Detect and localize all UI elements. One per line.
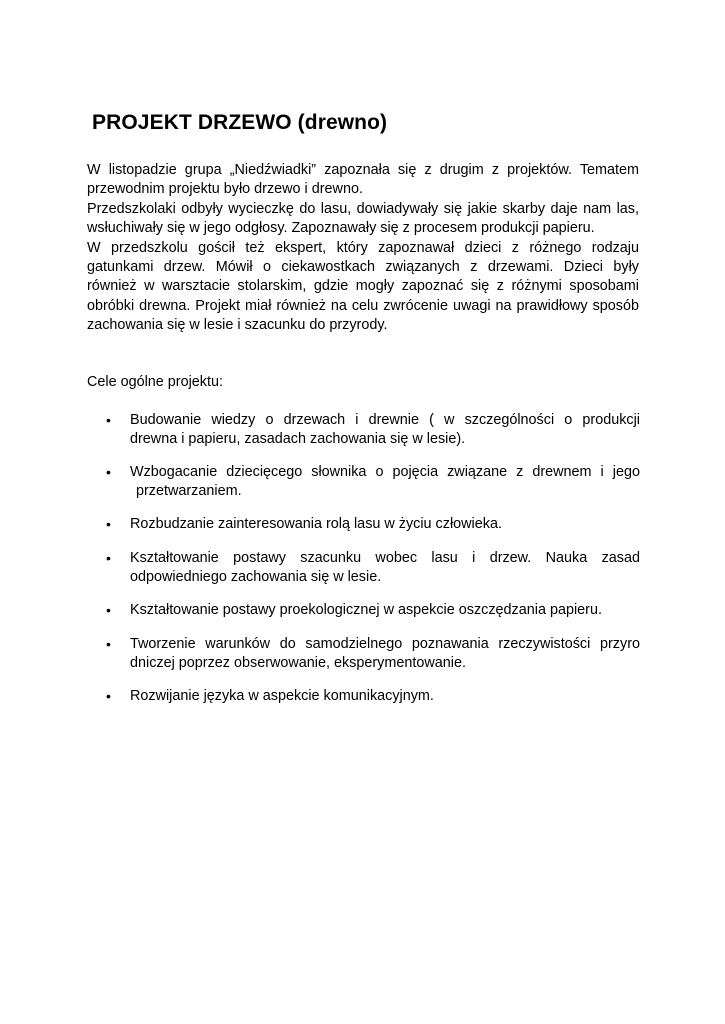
- bullet-icon: •: [106, 550, 111, 566]
- goal-text: [130, 635, 640, 673]
- intro-line: W listopadzie grupa „Niedźwiadki” zapoznała się z drugim z projektów. Tematem: [87, 162, 639, 178]
- intro-paragraph: [87, 161, 639, 336]
- goal-line: przetwarzaniem.: [136, 483, 242, 499]
- goal-text: [130, 687, 640, 706]
- goal-line: Kształtowanie postawy proekologicznej w aspekcie oszczędzania papieru.: [130, 602, 602, 618]
- page-title: PROJEKT DRZEWO (drewno): [92, 111, 388, 134]
- intro-line: Przedszkolaki odbyły wycieczkę do lasu, dowiadywały się jakie skarby daje nam las,: [87, 200, 639, 217]
- intro-line: zachowania się w lesie i szacunku do przyrody.: [87, 317, 388, 334]
- goal-text: [130, 463, 640, 501]
- goal-text: [130, 549, 640, 587]
- bullet-icon: •: [106, 516, 111, 532]
- goal-text: [130, 411, 640, 449]
- bullet-icon: •: [106, 464, 111, 480]
- goal-line: Wzbogacanie dziecięcego słownika o pojęcia związane z drewnem i jego: [130, 464, 640, 480]
- intro-line: wsłuchiwały się w jego odgłosy. Zapoznawały się z procesem produkcji papieru.: [87, 220, 595, 237]
- bullet-icon: •: [106, 636, 111, 652]
- goal-line: Budowanie wiedzy o drzewach i drewnie ( w szczególności o produkcji: [130, 412, 640, 428]
- intro-line: gatunkami drzew. Mówił o ciekawostkach związanych z drzewami. Dzieci były: [87, 259, 639, 276]
- intro-line: obróbki drewna. Projekt miał również na celu zwrócenie uwagi na prawidłowy sposób: [87, 297, 639, 314]
- goal-text: [130, 515, 640, 534]
- goal-line: drewna i papieru, zasadach zachowania się w lesie).: [130, 431, 466, 447]
- goal-line: Rozbudzanie zainteresowania rolą lasu w życiu człowieka.: [130, 516, 502, 532]
- bullet-icon: •: [106, 688, 111, 704]
- goal-line: Rozwijanie języka w aspekcie komunikacyjnym.: [130, 688, 434, 704]
- goal-line: Kształtowanie postawy szacunku wobec lasu i drzew. Nauka zasad: [130, 550, 640, 566]
- intro-line: również w warsztacie stolarskim, gdzie mogły zapoznać się z różnymi sposobami: [87, 278, 639, 295]
- goal-line: dniczej poprzez obserwowanie, eksperymentowanie.: [130, 655, 466, 671]
- bullet-icon: •: [106, 412, 111, 428]
- bullet-icon: •: [106, 602, 111, 618]
- intro-line: W przedszkolu gościł też ekspert, który zapoznawał dzieci z różnego rodzaju: [87, 239, 639, 256]
- goal-text: [130, 601, 640, 620]
- goal-line: Tworzenie warunków do samodzielnego poznawania rzeczywistości przyro: [130, 636, 640, 652]
- intro-line: przewodnim projektu było drzewo i drewno.: [87, 181, 363, 198]
- goals-heading: Cele ogólne projektu:: [87, 374, 224, 390]
- goal-line: odpowiedniego zachowania się w lesie.: [130, 569, 382, 585]
